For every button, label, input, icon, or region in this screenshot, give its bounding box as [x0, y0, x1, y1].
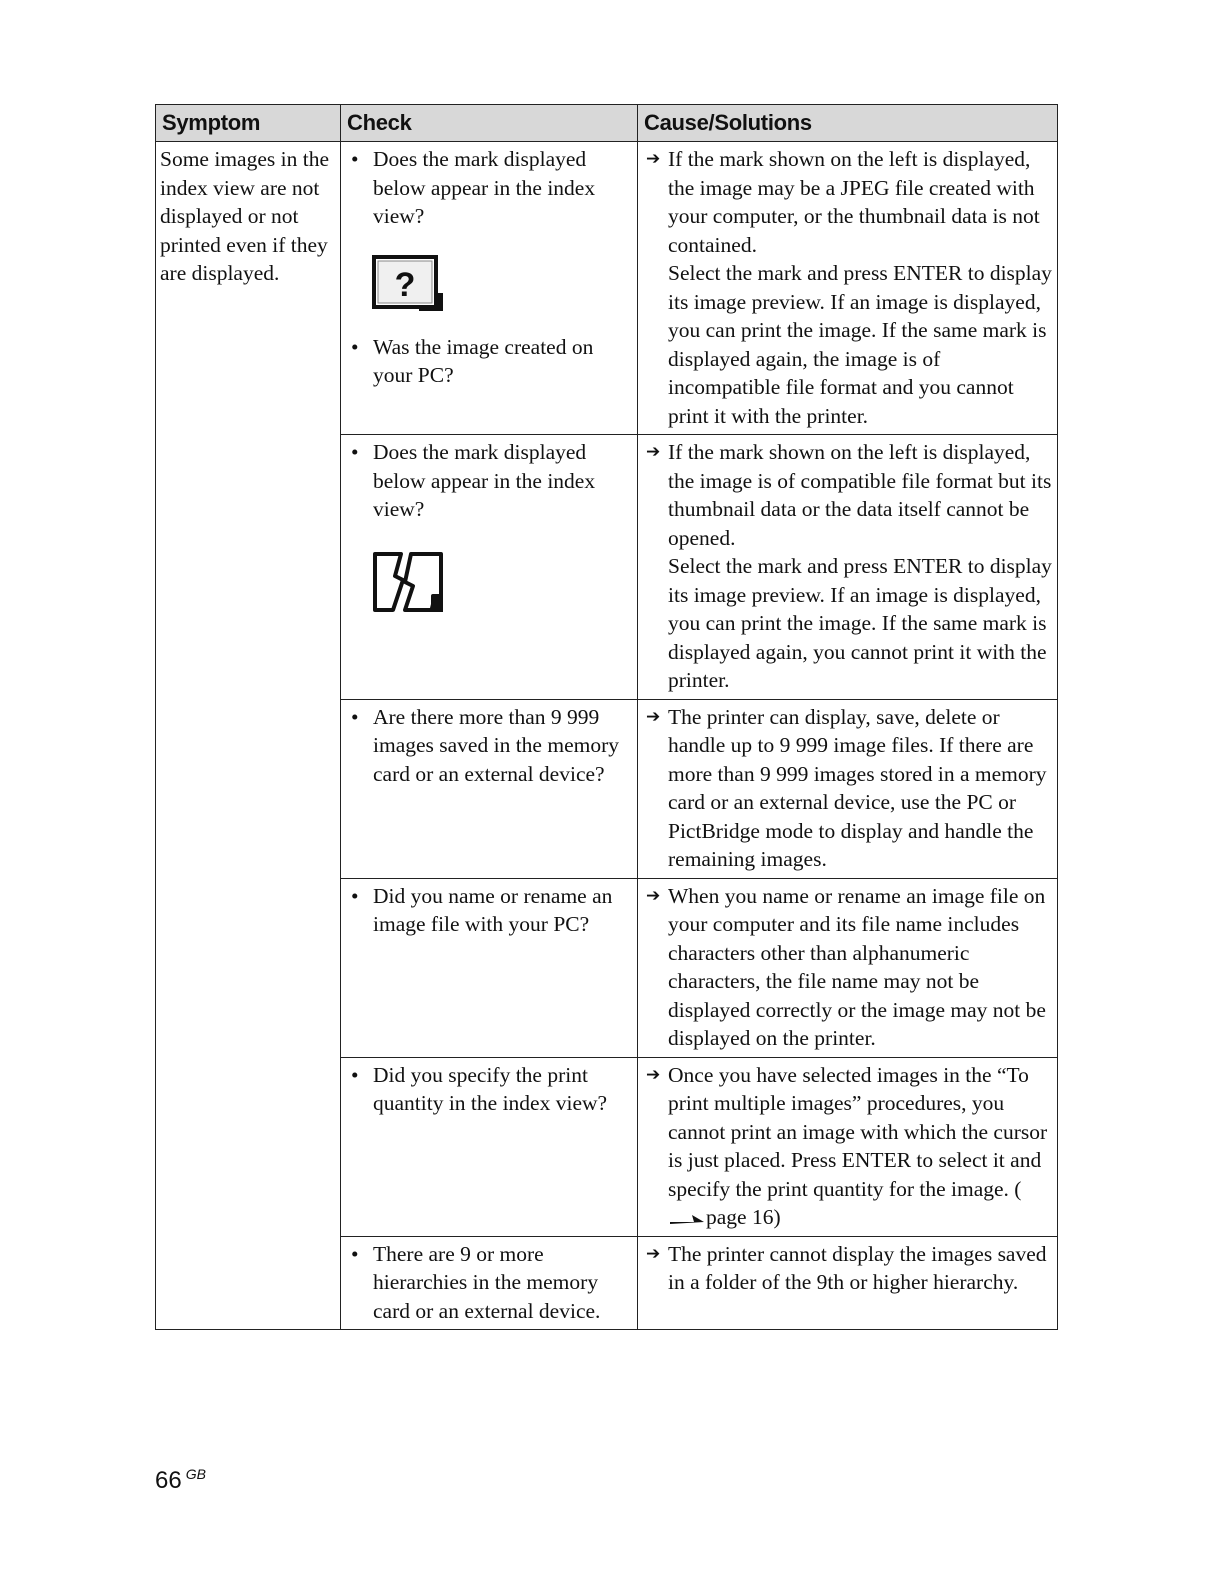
- arrow-icon: ➔: [646, 1243, 661, 1264]
- page-footer: [155, 1466, 206, 1495]
- arrow-icon: ➔: [646, 442, 661, 462]
- check-cell: [341, 699, 638, 878]
- arrow-icon: ➔: [646, 1064, 661, 1085]
- check-text: Was the image created on your PC?: [373, 334, 594, 387]
- page-reference-arrow-icon: [670, 1213, 704, 1225]
- bullet-icon: •: [351, 704, 359, 729]
- bullet-icon: •: [351, 1241, 359, 1266]
- cause-cell: [638, 1057, 1058, 1236]
- cause-cell: [638, 435, 1058, 700]
- cause-text: If the mark shown on the left is displayed, the image may be a JPEG file created with your computer, or the thumbnail data is not contained.: [668, 147, 1040, 257]
- region-code: GB: [185, 1466, 206, 1482]
- check-text: Did you name or rename an image file with your PC?: [373, 883, 613, 936]
- bullet-icon: •: [351, 147, 359, 171]
- cause-text: If the mark shown on the left is displayed, the image is of compatible file format but its thumbnail data or the data itself cannot be opened.: [668, 440, 1052, 550]
- bullet-icon: •: [351, 334, 359, 359]
- cause-text: Once you have selected images in the “To print multiple images” procedures, you cannot print an image with which the cursor is just placed. Press ENTER to select it and specify the print quantity for the image. (: [668, 1062, 1048, 1201]
- page-number: 66: [155, 1467, 182, 1494]
- check-cell: [341, 435, 638, 700]
- arrow-icon: ➔: [646, 706, 661, 727]
- unknown-file-mark-icon: [371, 253, 447, 313]
- bullet-icon: •: [351, 1062, 359, 1087]
- cause-text: Select the mark and press ENTER to display its image preview. If an image is displayed, you can print the image. If the same mark is displayed again, you cannot print it with the printer.: [668, 554, 1052, 692]
- check-text: Did you specify the print quantity in the index view?: [373, 1062, 608, 1115]
- check-text: There are 9 or more hierarchies in the memory card or an external device.: [373, 1241, 601, 1323]
- troubleshooting-table: [155, 104, 1058, 1330]
- arrow-icon: ➔: [646, 149, 661, 169]
- svg-text:?: ?: [394, 265, 416, 304]
- bullet-icon: •: [351, 883, 359, 908]
- check-text: Does the mark displayed below appear in the index view?: [373, 440, 596, 521]
- check-text: Are there more than 9 999 images saved in the memory card or an external device?: [373, 704, 619, 786]
- check-cell: [341, 142, 638, 435]
- cause-cell: [638, 699, 1058, 878]
- cause-cell: [638, 1236, 1058, 1330]
- header-cause-solutions: Cause/Solutions: [638, 105, 1058, 142]
- check-cell: [341, 1057, 638, 1236]
- symptom-cell: [156, 142, 341, 1330]
- cause-cell: [638, 878, 1058, 1057]
- check-text: Does the mark displayed below appear in the index view?: [373, 147, 596, 228]
- table-row: [156, 142, 1058, 435]
- bullet-icon: •: [351, 440, 359, 464]
- cause-text: When you name or rename an image file on your computer and its file name includes characters other than alphanumeric characters, the file name may not be displayed correctly or the image may not be displayed on the printer.: [668, 883, 1046, 1050]
- header-symptom: Symptom: [156, 105, 341, 142]
- cause-text: The printer can display, save, delete or handle up to 9 999 image files. If there are more than 9 999 images stored in a memory card or an external device, use the PC or PictBridge mode to display and handle the remaining images.: [668, 704, 1047, 871]
- check-cell: [341, 878, 638, 1057]
- arrow-icon: ➔: [646, 885, 661, 906]
- header-check: Check: [341, 105, 638, 142]
- symptom-text: Some images in the index view are not displayed or not printed even if they are displayed.: [160, 147, 329, 285]
- cause-cell: [638, 142, 1058, 435]
- check-cell: [341, 1236, 638, 1330]
- table-header-row: [156, 105, 1058, 142]
- cause-text: The printer cannot display the images saved in a folder of the 9th or higher hierarchy.: [668, 1241, 1047, 1294]
- cause-text: Select the mark and press ENTER to display its image preview. If an image is displayed, you can print the image. If the same mark is displayed again, the image is of incompatible file format and you cannot print it with the printer.: [668, 261, 1052, 428]
- broken-file-mark-icon: [371, 546, 447, 616]
- page-reference-link[interactable]: page 16): [706, 1205, 781, 1229]
